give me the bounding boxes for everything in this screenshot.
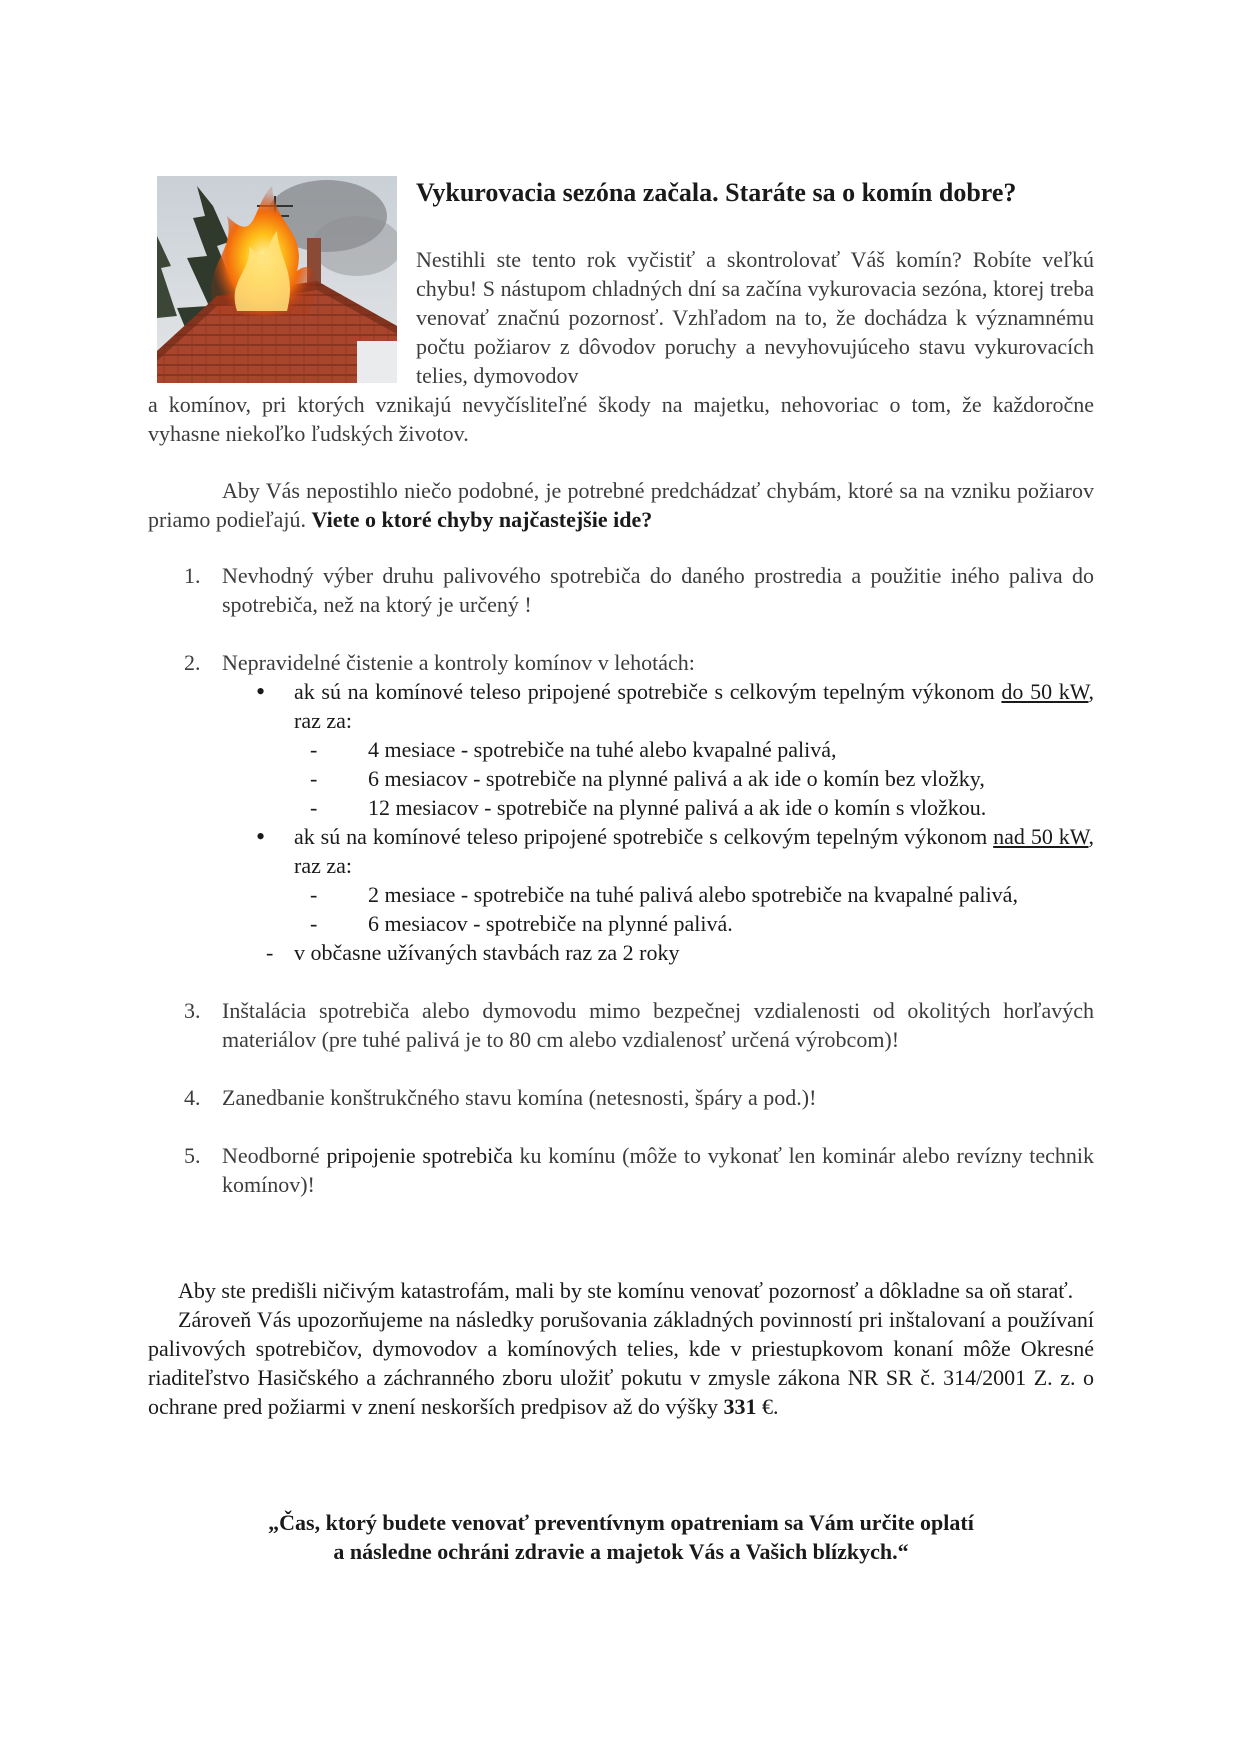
question-text: Aby Vás nepostihlo niečo podobné, je potrebné predchádzať chybám, ktoré sa na vzniku požiarov priamo podieľajú. [148, 478, 1094, 532]
item-text: Nepravidelné čistenie a kontroly komínov v lehotách: [222, 650, 695, 675]
list-item [148, 996, 1094, 1054]
item-text: Inštalácia spotrebiča alebo dymovodu mimo bezpečnej vzdialenosti od okolitých horľavých materiálov (pre tuhé palivá je to 80 cm alebo vzdialenosť určená výrobcom)! [222, 998, 1094, 1052]
bullet-item [148, 677, 1094, 735]
quote-line: a následne ochráni zdravie a majetok Vás a Vašich blízkych.“ [333, 1539, 909, 1564]
list-item [148, 648, 1094, 677]
dash-item: - 2 mesiace - spotrebiče na tuhé palivá alebo spotrebiče na kvapalné palivá, [310, 882, 1018, 907]
item-number: 3. [184, 998, 201, 1023]
closing-section [148, 1276, 1094, 1421]
item-text: Neodborné [222, 1143, 327, 1168]
power-threshold: do 50 kW [1001, 679, 1089, 704]
list-item [148, 1083, 1094, 1112]
item-text-emphasis: pripojenie spotrebiča [326, 1143, 513, 1168]
item-text: Zanedbanie konštrukčného stavu komína (netesnosti, špáry a pod.)! [222, 1085, 817, 1110]
list-item [148, 561, 1094, 619]
question-bold: Viete o ktoré chyby najčastejšie ide? [311, 507, 653, 532]
dash-text: v občasne užívaných stavbách raz za 2 roky [294, 940, 680, 965]
fine-amount: 331 [723, 1394, 757, 1419]
closing-quote [148, 1508, 1094, 1566]
question-paragraph [148, 476, 1094, 534]
bullet-text: ak sú na komínové teleso pripojené spotrebiče s celkovým tepelným výkonom [294, 679, 1002, 704]
intro-text: Nestihli ste tento rok vyčistiť a skontrolovať Váš komín? Robíte veľkú chybu! S nástupom chladných dní sa začína vykurovacia sezóna, ktorej treba venovať značnú pozornosť. Vzhľadom na to, že dochádza k významnému počtu požiarov z dôvodov poruchy a nevyhovujúceho stavu vykurovacích telies, dymovodov [416, 247, 1094, 388]
bullet-text-end: , raz za: [294, 679, 1094, 733]
list-item [148, 1141, 1094, 1199]
item-number: 4. [184, 1085, 201, 1110]
dash-item: - v občasne užívaných stavbách raz za 2 roky [266, 940, 680, 965]
bullet-text-end: , raz za: [294, 824, 1094, 878]
bullet-item [148, 822, 1094, 880]
item-number: 2. [184, 650, 201, 675]
dash-text: 4 mesiace - spotrebiče na tuhé alebo kvapalné palivá, [368, 737, 837, 762]
fine-paragraph [148, 1305, 1094, 1421]
dash-item: - 12 mesiacov - spotrebiče na plynné palivá a ak ide o komín s vložkou. [310, 795, 987, 820]
dash-item: - 4 mesiace - spotrebiče na tuhé alebo kvapalné palivá, [310, 737, 837, 762]
mistakes-list [148, 561, 1094, 1199]
fine-currency: €. [756, 1394, 779, 1419]
closing-paragraph: Aby ste predišli ničivým katastrofám, mali by ste komínu venovať pozornosť a dôkladne sa oň starať. [178, 1278, 1074, 1303]
dash-text: 12 mesiacov - spotrebiče na plynné palivá a ak ide o komín s vložkou. [368, 795, 987, 820]
bullet-icon: • [256, 822, 266, 851]
dash-item: - 6 mesiacov - spotrebiče na plynné palivá a ak ide o komín bez vložky, [310, 766, 985, 791]
dash-item: - 6 mesiacov - spotrebiče na plynné palivá. [310, 911, 733, 936]
page-title: Vykurovacia sezóna začala. Staráte sa o komín dobre? [416, 178, 1017, 207]
item-text-end: ku komínu (môže to vykonať len kominár alebo revízny technik komínov)! [222, 1143, 1094, 1197]
power-threshold: nad 50 kW [993, 824, 1089, 849]
item-text: Nevhodný výber druhu palivového spotrebiča do daného prostredia a použitie iného paliva do spotrebiča, než na ktorý je určený ! [222, 563, 1094, 617]
dash-text: 6 mesiacov - spotrebiče na plynné palivá. [368, 911, 733, 936]
intro-paragraph [148, 245, 1094, 448]
intro-text-continued: a komínov, pri ktorých vznikajú nevyčísliteľné škody na majetku, nehovoriac o tom, že každoročne vyhasne niekoľko ľudských životov. [148, 392, 1094, 446]
dash-text: 6 mesiacov - spotrebiče na plynné palivá a ak ide o komín bez vložky, [368, 766, 985, 791]
quote-line: „Čas, ktorý budete venovať preventívnym opatreniam sa Vám určite oplatí [268, 1510, 974, 1535]
item-number: 1. [184, 563, 201, 588]
bullet-icon: • [256, 677, 266, 706]
bullet-text: ak sú na komínové teleso pripojené spotrebiče s celkovým tepelným výkonom [294, 824, 994, 849]
fine-text: Zároveň Vás upozorňujeme na následky porušovania základných povinností pri inštalovaní a používaní palivových spotrebičov, dymovodov a komínových telies, kde v priestupkovom konaní môže Okresné riaditeľstvo Hasičského a záchranného zboru uložiť pokutu v zmysle zákona NR SR č. 314/2001 Z. z. o ochrane pred požiarmi v znení neskorších predpisov až do výšky [148, 1307, 1094, 1419]
dash-text: 2 mesiace - spotrebiče na tuhé palivá alebo spotrebiče na kvapalné palivá, [368, 882, 1018, 907]
item-number: 5. [184, 1143, 201, 1168]
